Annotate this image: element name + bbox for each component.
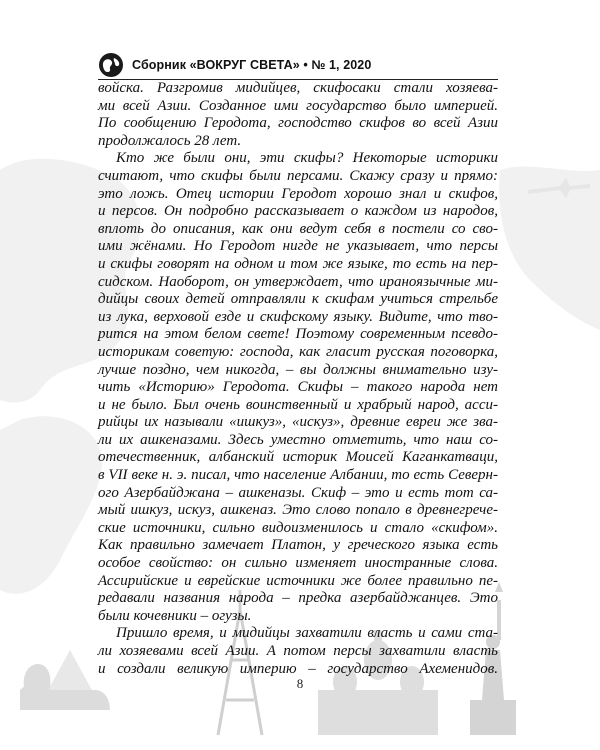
text-line: и не было. Был очень воинственный и храбрый народ, асси- <box>98 396 498 413</box>
text-line: историкам советую: господа, как гласит русская поговорка, <box>98 343 498 360</box>
text-line: ли хозяевами всей Азии. А потом персы захватили власть <box>98 643 498 659</box>
text-line: Ассирийские и еврейские источники же более правильно пе- <box>98 572 498 589</box>
text-line: особое свойство: он сильно изменяет иностранные слова. <box>98 555 498 572</box>
globe-icon <box>98 52 124 78</box>
text-line: и создали великую империю – государство Ахеменидов. <box>98 660 498 677</box>
text-line: из лука, верховой езде и скифскому языку. Видите, что тво- <box>98 308 498 325</box>
text-line: вплоть до описания, как они ведут себя в постели со сво- <box>98 220 498 237</box>
paragraph <box>98 80 498 150</box>
text-line: ми всей Азии. Созданное ими государство было империей. <box>98 97 498 114</box>
text-line: Как правильно замечает Платон, у греческого языка есть <box>98 537 498 554</box>
text-line: Пришло время, и мидийцы захватили власть и сами ста- <box>116 625 498 642</box>
running-header <box>98 52 371 78</box>
text-line: рийцы их называли «ишкуз», «искуз», древние евреи же зва- <box>98 414 498 431</box>
text-line: продолжалось 28 лет. <box>98 132 242 149</box>
text-line: отечественник, албанский историк Моисей Каганкатваци, <box>98 449 498 466</box>
text-line: мый ишкуз, искуз, ашкеназ. Это слово попало в древнегрече- <box>98 502 498 519</box>
text-line: это ложь. Отец истории Геродот хорошо знал и скифов, <box>98 185 498 202</box>
text-line: ли их ашкеназами. Здесь уместно отметить, что наш со- <box>98 431 498 448</box>
text-line: ские источники, сильно видоизменилось и стало «скифом». <box>98 519 498 536</box>
text-line: считают, что скифы были персами. Скажу сразу и прямо: <box>98 167 498 184</box>
text-line: ими жёнами. Но Геродот нигде не указывает, что персы <box>98 238 498 255</box>
text-line: войска. Разгромив мидийцев, скифосаки стали хозяева- <box>98 80 498 96</box>
text-line: По сообщению Геродота, господство скифов во всей Азии <box>98 115 498 132</box>
text-line: ого Азербайджана – ашкеназы. Скиф – это и есть тот са- <box>98 484 498 501</box>
text-line: сидском. Наоборот, он утверждает, что ираноязычные ми- <box>98 273 498 290</box>
paragraph <box>98 150 498 625</box>
text-line: редавали названия народа – предка азербайджанцев. Это <box>98 590 498 607</box>
text-line: чить «Историю» Геродота. Скифы – такого народа нет <box>98 379 498 396</box>
text-line: дийцы своих детей отправляли к скифам учиться стрельбе <box>98 291 498 308</box>
text-line: и персов. Он подробно рассказывает о каждом из народов, <box>98 203 498 220</box>
text-line: рится на этом белом свете! Поэтому современным псевдо- <box>98 326 498 343</box>
text-line: Кто же были они, эти скифы? Некоторые историки <box>116 150 498 167</box>
paragraph <box>98 625 498 678</box>
text-line: и скифы говорят на одном и том же языке, то есть на пер- <box>98 255 498 272</box>
text-line: были кочевники – огузы. <box>98 607 252 624</box>
header-title: Сборник «ВОКРУГ СВЕТА» • № 1, 2020 <box>132 58 372 72</box>
text-line: в VII веке н. э. писал, что население Албании, то есть Северн- <box>98 467 498 484</box>
text-line: лучше поздно, чем никогда, – вы должны внимательно изу- <box>98 361 498 378</box>
page-number: 8 <box>296 676 304 691</box>
article-body <box>98 80 498 678</box>
